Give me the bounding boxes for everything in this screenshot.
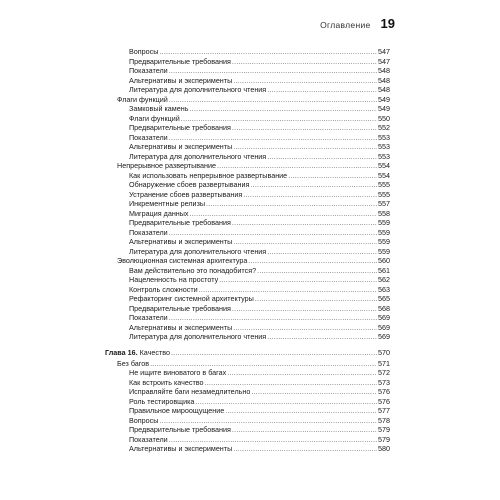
toc-entry-label: Как использовать непрерывное развертывание <box>129 170 288 180</box>
page-header <box>320 16 395 31</box>
toc-entry[interactable] <box>105 237 390 247</box>
dot-leader <box>267 247 377 257</box>
toc-entry[interactable] <box>105 378 390 388</box>
toc-entry-page: 553 <box>378 142 390 152</box>
dot-leader <box>169 435 377 445</box>
toc-entry-page: 569 <box>378 322 390 332</box>
toc-entry[interactable] <box>105 66 390 76</box>
toc-entry-label: Контроль сложности <box>129 284 198 294</box>
table-of-contents <box>105 47 390 454</box>
toc-entry[interactable] <box>105 199 390 209</box>
toc-entry-page: 572 <box>378 368 390 378</box>
toc-entry-page: 560 <box>378 256 390 266</box>
dot-leader <box>159 416 377 426</box>
toc-entry[interactable] <box>105 123 390 133</box>
toc-entry-page: 559 <box>378 227 390 237</box>
toc-entry-page: 576 <box>378 387 390 397</box>
toc-entry[interactable] <box>105 425 390 435</box>
toc-entry[interactable] <box>105 323 390 333</box>
toc-entry-page: 563 <box>378 284 390 294</box>
toc-entry[interactable] <box>105 190 390 200</box>
dot-leader <box>267 152 377 162</box>
toc-entry[interactable] <box>105 444 390 454</box>
toc-entry-label: Непрерывное развертывание <box>117 161 216 171</box>
toc-entry-label: Литература для дополнительного чтения <box>129 246 267 256</box>
toc-entry-label: Как встроить качество <box>129 377 204 387</box>
chapter-title: Качество <box>139 348 170 358</box>
dot-leader <box>233 444 377 454</box>
dot-leader <box>243 190 377 200</box>
toc-entry-label: Эволюционная системная архитектура <box>117 256 248 266</box>
toc-entry[interactable] <box>105 57 390 67</box>
running-header-title: Оглавление <box>320 20 371 30</box>
toc-entry-page: 559 <box>378 246 390 256</box>
toc-entry[interactable] <box>105 228 390 238</box>
toc-entry-label: Не ищите виноватого в багах <box>129 368 227 378</box>
toc-entry-label: Предварительные требования <box>129 303 231 313</box>
toc-entry[interactable] <box>105 104 390 114</box>
toc-entry-label: Показатели <box>129 434 168 444</box>
toc-entry-page: 548 <box>378 66 390 76</box>
dot-leader <box>288 171 377 181</box>
toc-entry-page: 558 <box>378 208 390 218</box>
toc-entry[interactable] <box>105 256 390 266</box>
toc-entry-label: Обнаружение сбоев развертывания <box>129 180 250 190</box>
dot-leader <box>169 133 377 143</box>
dot-leader <box>232 425 377 435</box>
toc-entry-page: 550 <box>378 113 390 123</box>
toc-entry-label: Вопросы <box>129 47 159 56</box>
toc-entry-label: Правильное мироощущение <box>129 406 225 416</box>
toc-entry-page: 549 <box>378 104 390 114</box>
toc-entry[interactable] <box>105 114 390 124</box>
dot-leader <box>257 266 377 276</box>
dot-leader <box>232 304 377 314</box>
toc-entry-label: Флаги функций <box>129 113 180 123</box>
toc-entry-label: Устранение сбоев развертывания <box>129 189 243 199</box>
chapter-number: Глава 16. <box>105 348 138 358</box>
toc-entry[interactable] <box>105 161 390 171</box>
toc-entry-page: 579 <box>378 425 390 435</box>
toc-entry[interactable] <box>105 387 390 397</box>
toc-entry-label: Альтернативы и эксперименты <box>129 444 233 454</box>
dot-leader <box>232 57 377 67</box>
dot-leader <box>267 85 377 95</box>
toc-entry[interactable] <box>105 359 390 369</box>
toc-entry-label: Альтернативы и эксперименты <box>129 142 233 152</box>
toc-entry-label: Нацеленность на простоту <box>129 275 219 285</box>
toc-chapter-entry[interactable] <box>105 348 390 358</box>
toc-entry[interactable] <box>105 368 390 378</box>
toc-entry[interactable] <box>105 435 390 445</box>
toc-entry[interactable] <box>105 406 390 416</box>
toc-entry-label: Показатели <box>129 132 168 142</box>
toc-entry-page: 571 <box>378 358 390 368</box>
toc-entry[interactable] <box>105 218 390 228</box>
toc-entry[interactable] <box>105 180 390 190</box>
toc-entry-page: 553 <box>378 151 390 161</box>
toc-entry[interactable] <box>105 304 390 314</box>
toc-entry[interactable] <box>105 294 390 304</box>
dot-leader <box>169 95 377 105</box>
toc-entry-label: Инкрементные релизы <box>129 199 206 209</box>
toc-entry[interactable] <box>105 76 390 86</box>
toc-entry-page: 547 <box>378 47 390 56</box>
dot-leader <box>250 180 377 190</box>
toc-entry-page: 578 <box>378 415 390 425</box>
toc-entry-label: Показатели <box>129 313 168 323</box>
toc-entry[interactable] <box>105 247 390 257</box>
toc-entry-page: 553 <box>378 132 390 142</box>
dot-leader <box>217 161 377 171</box>
toc-entry-label: Литература для дополнительного чтения <box>129 332 267 342</box>
toc-entry-page: 559 <box>378 218 390 228</box>
dot-leader <box>233 323 377 333</box>
toc-entry-page: 565 <box>378 294 390 304</box>
dot-leader <box>189 104 377 114</box>
toc-entry-page: 576 <box>378 396 390 406</box>
dot-leader <box>225 406 377 416</box>
toc-entry-label: Альтернативы и эксперименты <box>129 237 233 247</box>
dot-leader <box>195 397 377 407</box>
toc-entry-label: Показатели <box>129 227 168 237</box>
toc-entry-label: Рефакторинг системной архитектуры <box>129 294 254 304</box>
toc-entry-page: 569 <box>378 313 390 323</box>
toc-entry[interactable] <box>105 171 390 181</box>
toc-entry-page: 562 <box>378 275 390 285</box>
toc-entry-page: 548 <box>378 85 390 95</box>
toc-entry-label: Без багов <box>117 358 150 368</box>
toc-entry-page: 579 <box>378 434 390 444</box>
toc-entry-page: 557 <box>378 199 390 209</box>
toc-entry-label: Предварительные требования <box>129 56 231 66</box>
dot-leader <box>233 76 377 86</box>
toc-entry-page: 554 <box>378 161 390 171</box>
dot-leader <box>169 313 377 323</box>
toc-entry-label: Альтернативы и эксперименты <box>129 75 233 85</box>
toc-entry-page: 573 <box>378 377 390 387</box>
toc-entry[interactable] <box>105 152 390 162</box>
toc-entry-page: 547 <box>378 56 390 66</box>
dot-leader <box>219 275 377 285</box>
toc-entry-page: 554 <box>378 170 390 180</box>
dot-leader <box>251 387 377 397</box>
toc-entry-label: Замковый камень <box>129 104 189 114</box>
toc-entry-label: Миграция данных <box>129 208 189 218</box>
dot-leader <box>248 256 377 266</box>
toc-entry-page: 555 <box>378 180 390 190</box>
toc-entry[interactable] <box>105 313 390 323</box>
dot-leader <box>232 218 377 228</box>
toc-entry[interactable] <box>105 285 390 295</box>
dot-leader <box>169 66 377 76</box>
toc-entry[interactable] <box>105 47 390 57</box>
toc-entry-page: 559 <box>378 237 390 247</box>
toc-entry-label: Литература для дополнительного чтения <box>129 85 267 95</box>
dot-leader <box>169 228 377 238</box>
dot-leader <box>150 359 377 369</box>
toc-entry-label: Вопросы <box>129 415 159 425</box>
toc-entry-page: 577 <box>378 406 390 416</box>
toc-entry-page: 561 <box>378 265 390 275</box>
dot-leader <box>159 47 377 57</box>
toc-entry-page: 580 <box>378 444 390 454</box>
toc-entry-label <box>105 348 170 358</box>
page-number: 19 <box>380 16 395 31</box>
toc-entry-label: Предварительные требования <box>129 218 231 228</box>
toc-entry-page: 568 <box>378 303 390 313</box>
dot-leader <box>171 348 377 358</box>
dot-leader <box>206 199 377 209</box>
dot-leader <box>255 294 377 304</box>
dot-leader <box>199 285 377 295</box>
toc-entry-label: Показатели <box>129 66 168 76</box>
toc-entry-label: Вам действительно это понадобится? <box>129 265 257 275</box>
dot-leader <box>267 332 377 342</box>
toc-entry[interactable] <box>105 266 390 276</box>
toc-entry-page: 548 <box>378 75 390 85</box>
dot-leader <box>233 142 377 152</box>
toc-entry[interactable] <box>105 332 390 342</box>
toc-entry[interactable] <box>105 209 390 219</box>
toc-entry[interactable] <box>105 142 390 152</box>
dot-leader <box>227 368 377 378</box>
toc-entry-label: Роль тестировщика <box>129 396 195 406</box>
dot-leader <box>181 114 377 124</box>
toc-entry-page: 555 <box>378 189 390 199</box>
toc-entry[interactable] <box>105 95 390 105</box>
toc-entry-label: Исправляйте баги незамедлительно <box>129 387 251 397</box>
toc-entry[interactable] <box>105 397 390 407</box>
toc-entry-page: 549 <box>378 94 390 104</box>
dot-leader <box>205 378 378 388</box>
toc-entry[interactable] <box>105 275 390 285</box>
toc-entry-label: Альтернативы и эксперименты <box>129 322 233 332</box>
toc-entry[interactable] <box>105 85 390 95</box>
toc-entry-page: 552 <box>378 123 390 133</box>
toc-entry-page: 569 <box>378 332 390 342</box>
toc-entry-label: Флаги функций <box>117 94 168 104</box>
toc-entry-page: 570 <box>378 348 390 358</box>
toc-entry-label: Предварительные требования <box>129 425 231 435</box>
toc-entry-label: Предварительные требования <box>129 123 231 133</box>
dot-leader <box>232 123 377 133</box>
dot-leader <box>190 209 377 219</box>
toc-entry-label: Литература для дополнительного чтения <box>129 151 267 161</box>
toc-entry[interactable] <box>105 416 390 426</box>
toc-entry[interactable] <box>105 133 390 143</box>
dot-leader <box>233 237 377 247</box>
